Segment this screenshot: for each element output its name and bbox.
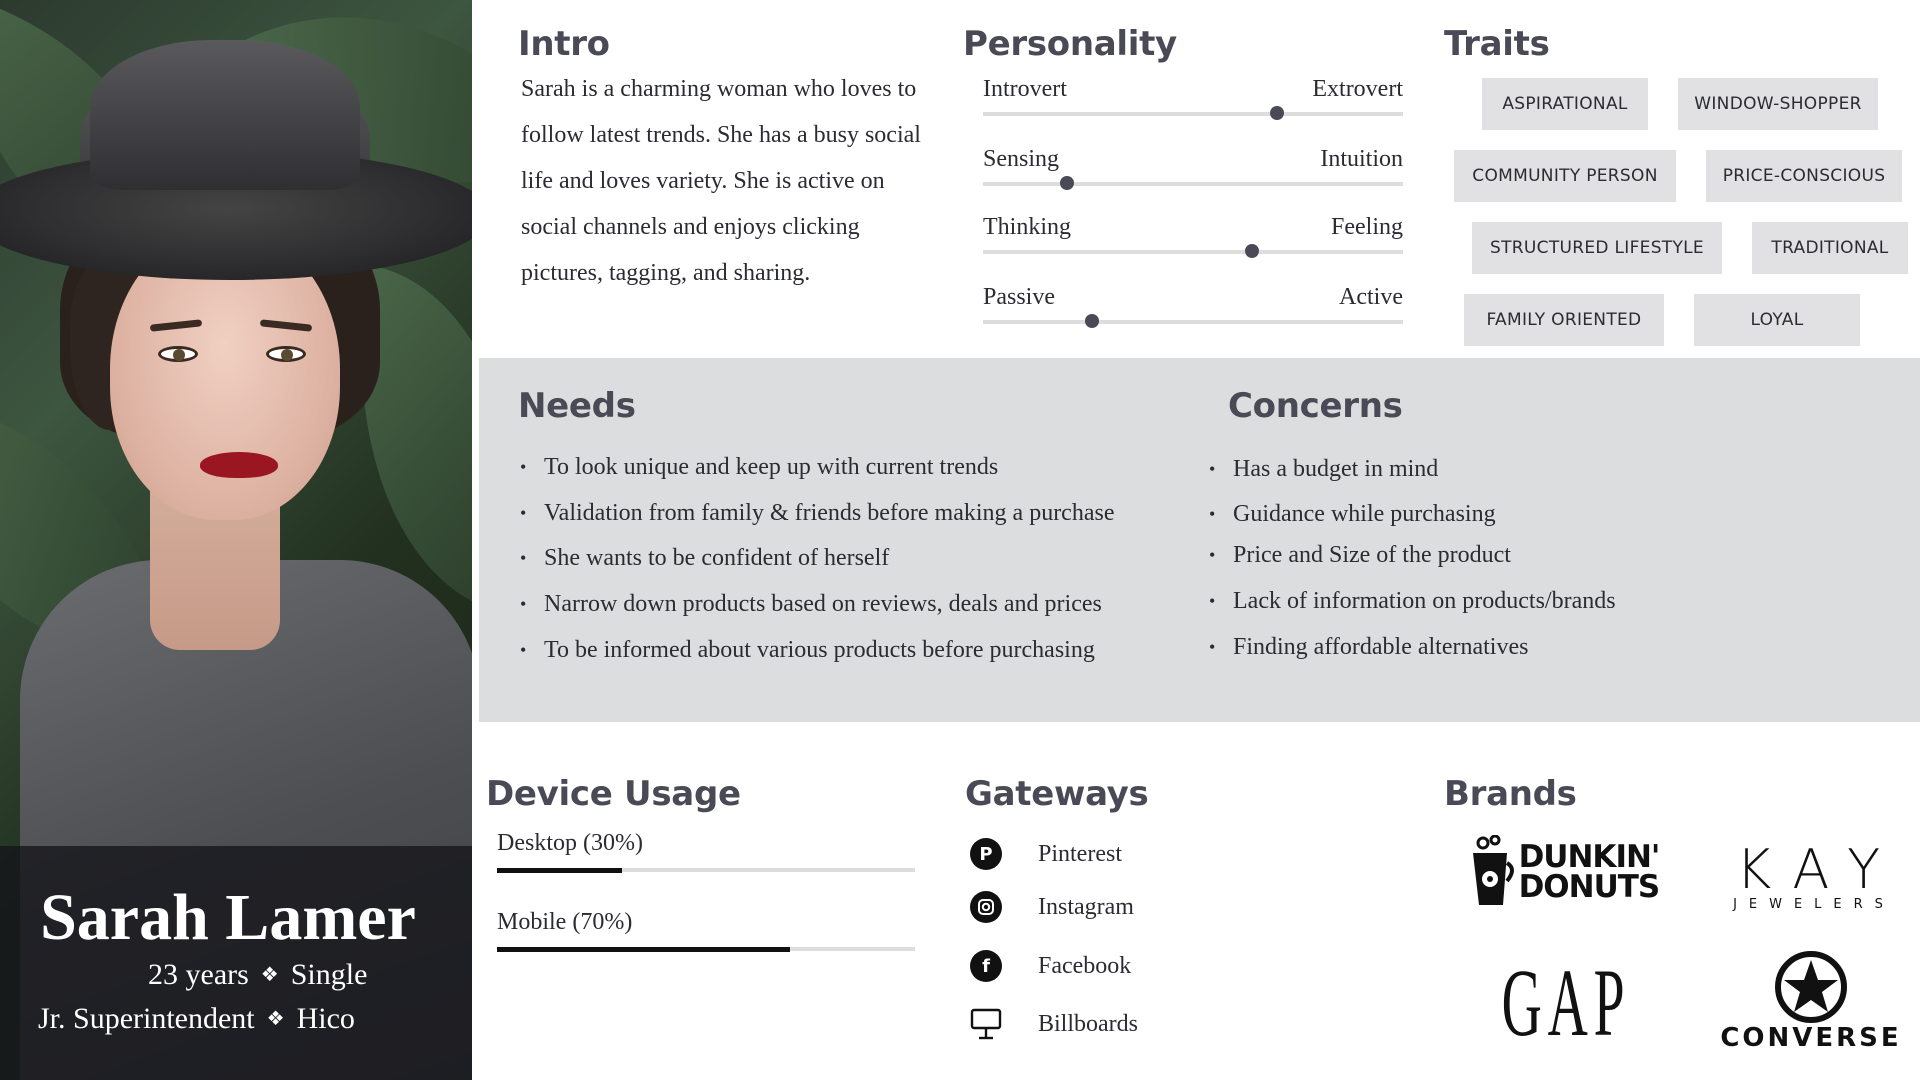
scale-left-label: Passive: [983, 284, 1055, 310]
personality-scale: [983, 284, 1403, 324]
device-usage-mobile: [497, 909, 915, 951]
scale-right-label: Intuition: [1320, 146, 1403, 172]
device-usage-heading: Device Usage: [486, 774, 741, 814]
scale-left-label: Sensing: [983, 146, 1060, 172]
persona-job-location: [38, 1002, 355, 1036]
brand-line: DUNKIN': [1518, 839, 1660, 875]
persona-name: Sarah Lamer: [40, 881, 416, 954]
device-bar-fill: [497, 947, 790, 952]
device-label: Desktop (30%): [497, 830, 643, 856]
personality-heading: Personality: [963, 24, 1177, 64]
trait-tag: STRUCTURED LIFESTYLE: [1472, 222, 1722, 274]
scale-marker: [1085, 314, 1099, 328]
brand-line: KAY: [1735, 837, 1903, 901]
trait-tag: PRICE-CONSCIOUS: [1706, 150, 1902, 202]
dunkin-donuts-logo: [1464, 830, 1664, 914]
device-bar-fill: [497, 868, 622, 873]
intro-heading: Intro: [518, 24, 610, 64]
needs-concerns-panel: [479, 358, 1920, 722]
trait-tag: ASPIRATIONAL: [1482, 78, 1648, 130]
trait-tag: FAMILY ORIENTED: [1464, 294, 1664, 346]
brands-heading: Brands: [1444, 774, 1577, 814]
list-item: • Validation from family & friends before making a purchase: [544, 500, 1114, 527]
list-item: • Lack of information on products/brands: [1233, 588, 1616, 615]
billboard-icon: [970, 1008, 1002, 1040]
scale-left-label: Introvert: [983, 76, 1067, 102]
trait-tag: COMMUNITY PERSON: [1454, 150, 1676, 202]
trait-tag: TRADITIONAL: [1752, 222, 1908, 274]
scale-left-label: Thinking: [983, 214, 1071, 240]
persona-location: Hico: [296, 1002, 355, 1035]
scale-track: [983, 320, 1403, 324]
brand-line: GAP: [1501, 949, 1631, 1056]
instagram-icon: [970, 891, 1002, 923]
trait-tag: WINDOW-SHOPPER: [1678, 78, 1878, 130]
gateways-heading: Gateways: [965, 774, 1149, 814]
gateway-instagram: [970, 891, 1134, 923]
gateway-label: Instagram: [1038, 893, 1134, 920]
kay-jewelers-logo: [1718, 837, 1903, 914]
gateway-label: Pinterest: [1038, 840, 1122, 867]
list-item: • To be informed about various products before purchasing: [544, 637, 1095, 664]
list-item: • Has a budget in mind: [1233, 456, 1438, 483]
brand-line: DONUTS: [1518, 869, 1660, 905]
gateway-billboards: [970, 1008, 1138, 1040]
scale-marker: [1270, 106, 1284, 120]
device-usage-desktop: [497, 830, 915, 872]
converse-logo: [1716, 948, 1906, 1054]
list-item: • Price and Size of the product: [1233, 542, 1511, 569]
concerns-heading: Concerns: [1228, 386, 1403, 426]
personality-scale: [983, 214, 1403, 254]
brand-line: CONVERSE: [1720, 1023, 1902, 1053]
pinterest-icon: P: [970, 838, 1002, 870]
trait-tag: LOYAL: [1694, 294, 1860, 346]
gateway-pinterest: [970, 838, 1122, 870]
scale-right-label: Feeling: [1331, 214, 1403, 240]
gateway-facebook: [970, 950, 1131, 982]
persona-job: Jr. Superintendent: [38, 1002, 255, 1035]
diamond-separator-icon: ❖: [266, 1008, 285, 1030]
scale-right-label: Extrovert: [1312, 76, 1403, 102]
persona-age: 23 years: [148, 958, 249, 991]
gateway-label: Billboards: [1038, 1010, 1138, 1037]
list-item: • To look unique and keep up with current trends: [544, 454, 998, 481]
gateway-label: Facebook: [1038, 952, 1132, 979]
list-item: • Finding affordable alternatives: [1233, 634, 1528, 661]
personality-scale: [983, 146, 1403, 186]
scale-marker: [1245, 244, 1259, 258]
facebook-icon: f: [970, 950, 1002, 982]
needs-heading: Needs: [518, 386, 636, 426]
scale-track: [983, 112, 1403, 116]
device-track: [497, 947, 915, 951]
personality-scale: [983, 76, 1403, 116]
scale-marker: [1060, 176, 1074, 190]
scale-track: [983, 250, 1403, 254]
brand-line: JEWELERS: [1733, 896, 1895, 912]
list-item: • She wants to be confident of herself: [544, 545, 889, 572]
list-item: • Narrow down products based on reviews, deals and prices: [544, 591, 1102, 618]
intro-text: Sarah is a charming woman who loves to follow latest trends. She has a busy social life and loves variety. She is active on social channels and enjoys clicking pictures, tagging, and sharing.: [521, 76, 921, 286]
persona-age-status: [148, 958, 367, 992]
scale-right-label: Active: [1339, 284, 1403, 310]
scale-track: [983, 182, 1403, 186]
list-item: • Guidance while purchasing: [1233, 501, 1496, 528]
diamond-separator-icon: ❖: [260, 964, 279, 986]
persona-status: Single: [290, 958, 368, 991]
device-track: [497, 868, 915, 872]
device-label: Mobile (70%): [497, 909, 633, 935]
traits-heading: Traits: [1444, 24, 1550, 64]
gap-logo: [1496, 949, 1636, 1056]
